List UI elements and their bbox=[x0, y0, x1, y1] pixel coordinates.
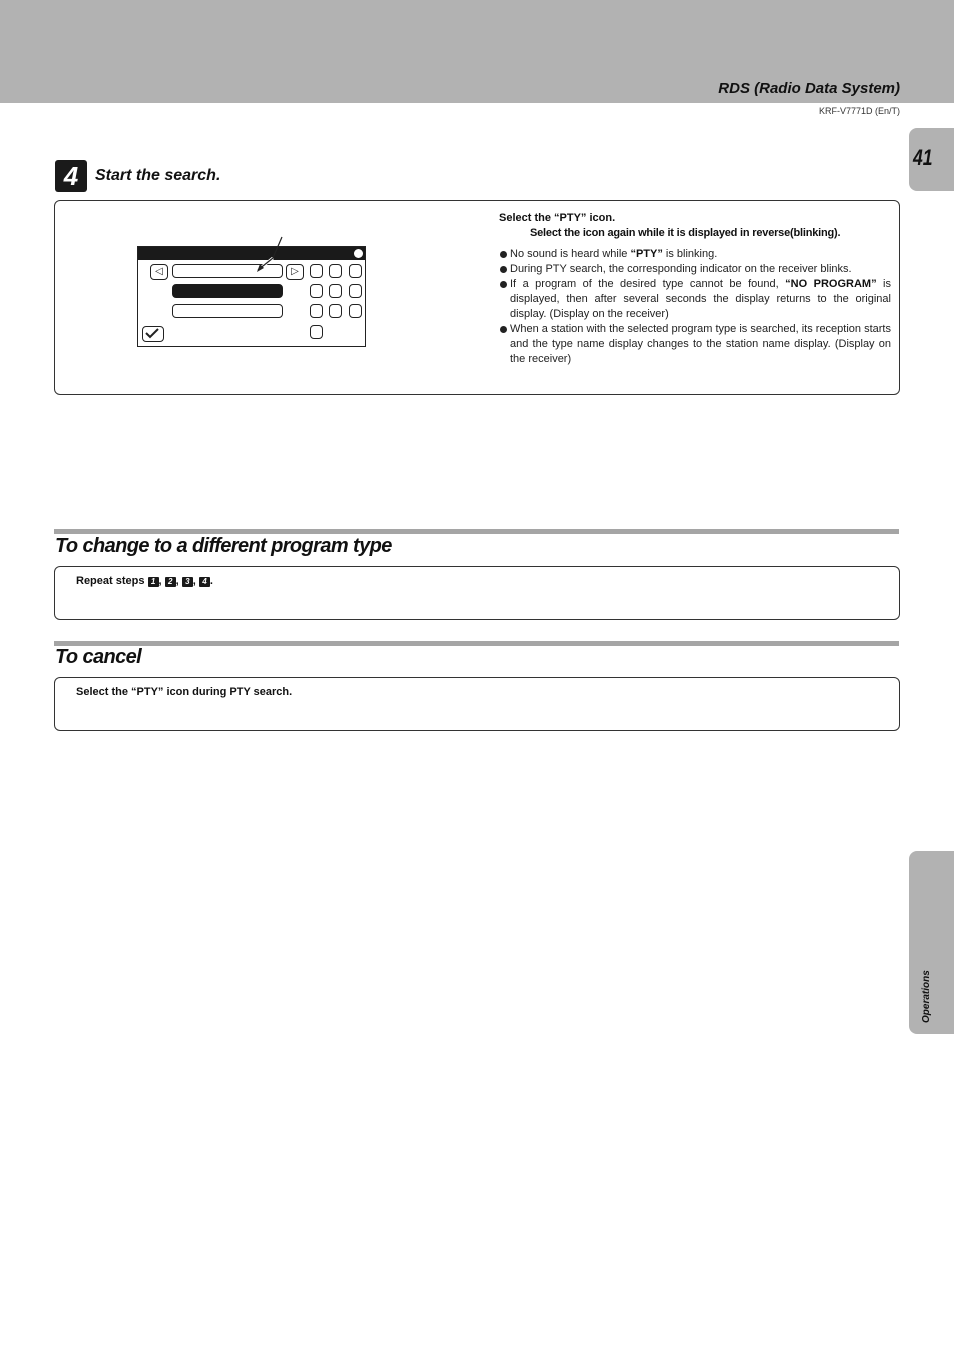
step-4-badge: 4 bbox=[55, 160, 87, 192]
operations-tab bbox=[909, 851, 954, 1034]
pointer-arrow-icon bbox=[255, 236, 287, 272]
change-program-box bbox=[54, 566, 900, 620]
note-item: No sound is heard while “PTY” is blinking. bbox=[499, 247, 891, 262]
remote-display-illustration bbox=[137, 246, 366, 347]
cancel-box bbox=[54, 677, 900, 731]
change-program-heading: To change to a different program type bbox=[55, 535, 392, 557]
display-field-3 bbox=[172, 304, 283, 318]
display-header-bar bbox=[138, 247, 365, 260]
section-divider bbox=[54, 529, 899, 534]
notes-list bbox=[499, 247, 891, 367]
instruction-main: Select the “PTY” icon. bbox=[499, 212, 616, 224]
left-arrow-button[interactable] bbox=[150, 264, 168, 280]
pty-field-highlighted[interactable] bbox=[172, 284, 283, 298]
status-dot-icon bbox=[354, 249, 363, 258]
right-arrow-icon: ▷ bbox=[291, 266, 299, 277]
model-code: KRF-V7771D (En/T) bbox=[818, 106, 900, 116]
left-arrow-icon: ◁ bbox=[155, 266, 163, 277]
check-icon bbox=[143, 327, 162, 340]
page-number-tab bbox=[909, 128, 954, 191]
step-badge-3: 3 bbox=[182, 577, 193, 587]
cancel-heading: To cancel bbox=[55, 646, 142, 668]
key-button[interactable] bbox=[310, 264, 323, 278]
key-button[interactable] bbox=[329, 304, 342, 318]
key-button[interactable] bbox=[310, 304, 323, 318]
note-item: If a program of the desired type cannot be found, “NO PROGRAM” is displayed, then after several seconds the display returns to the original display. (Display on the receiver) bbox=[499, 277, 891, 322]
key-button[interactable] bbox=[310, 325, 323, 339]
key-button[interactable] bbox=[310, 284, 323, 298]
check-button[interactable] bbox=[142, 326, 164, 342]
cancel-text: Select the “PTY” icon during PTY search. bbox=[76, 686, 293, 698]
key-button[interactable] bbox=[349, 264, 362, 278]
step-badge-4: 4 bbox=[199, 577, 210, 587]
section-divider bbox=[54, 641, 899, 646]
key-button[interactable] bbox=[329, 264, 342, 278]
instruction-sub: Select the icon again while it is displayed in reverse(blinking). bbox=[530, 227, 841, 239]
note-item: When a station with the selected program type is searched, its reception starts and the type name display changes to the station name display. (Display on the receiver) bbox=[499, 322, 891, 367]
key-button[interactable] bbox=[349, 284, 362, 298]
key-button[interactable] bbox=[349, 304, 362, 318]
page-number: 41 bbox=[913, 145, 933, 170]
step-4-instructions bbox=[499, 211, 891, 367]
repeat-steps-text: Repeat steps 1 , 2 , 3 , 4 . bbox=[76, 575, 213, 587]
step-badge-1: 1 bbox=[148, 577, 159, 587]
operations-tab-label: Operations bbox=[921, 970, 932, 1023]
section-title: RDS (Radio Data System) bbox=[718, 80, 900, 97]
right-arrow-button[interactable] bbox=[286, 264, 304, 280]
step-badge-2: 2 bbox=[165, 577, 176, 587]
key-button[interactable] bbox=[329, 284, 342, 298]
note-item: During PTY search, the corresponding indicator on the receiver blinks. bbox=[499, 262, 891, 277]
step-4-title: Start the search. bbox=[95, 167, 221, 184]
